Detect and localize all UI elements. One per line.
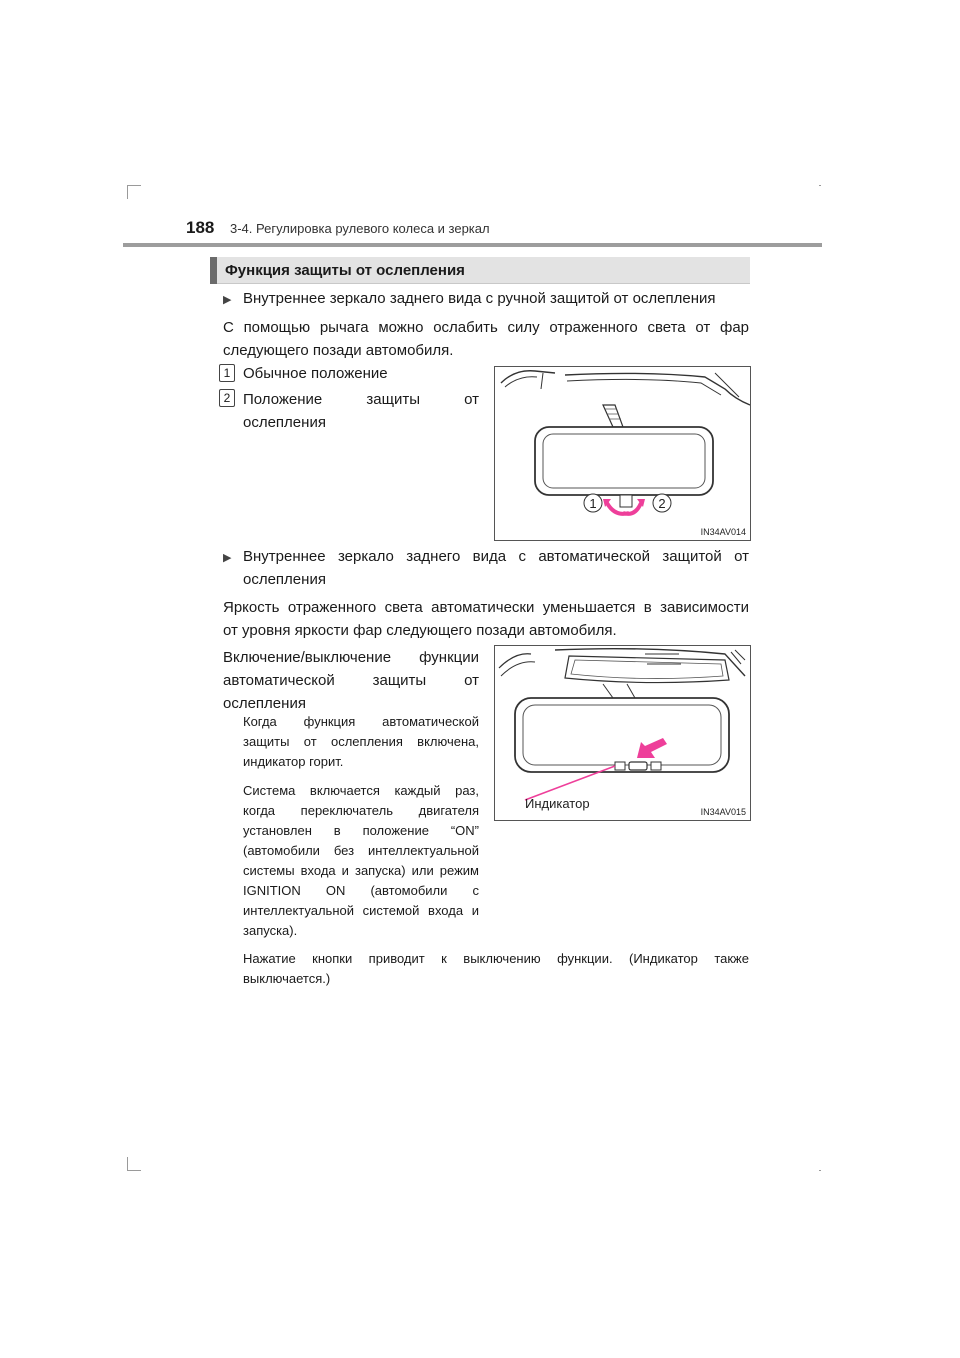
auto-intro-line1: Яркость отраженного света автоматически уменьшается в зависимости	[223, 599, 749, 616]
note2-line3: установлен в положение “ON”	[243, 823, 479, 838]
section-accent	[210, 257, 217, 284]
toggle-line2: автоматической защиты от	[223, 672, 479, 689]
item-number-badge-1: 1	[219, 364, 235, 382]
figure-code-2: IN34AV015	[700, 807, 746, 817]
crop-mark-top-left-v	[127, 185, 128, 199]
figure-code-1: IN34AV014	[700, 527, 746, 537]
note2-line7: интеллектуальной системой входа и	[243, 903, 479, 918]
manual-mirror-illustration	[495, 367, 750, 540]
note1-line3: индикатор горит.	[243, 754, 344, 769]
manual-intro-line1: С помощью рычага можно ослабить силу отраженного света от фар	[223, 319, 749, 336]
note3-line1: Нажатие кнопки приводит к выключению функции. (Индикатор также	[243, 951, 749, 966]
manual-heading-text: Внутреннее зеркало заднего вида с ручной защитой от ослепления	[243, 290, 716, 307]
figure-marker-1: 1	[589, 496, 597, 511]
manual-mirror-figure	[494, 366, 751, 541]
note2-line6: IGNITION ON (автомобили с	[243, 883, 479, 898]
crop-mark-bottom-left-v	[127, 1157, 128, 1171]
auto-heading-line1: Внутреннее зеркало заднего вида с автоматической защитой от	[243, 548, 749, 565]
auto-mirror-illustration	[495, 646, 750, 820]
auto-heading-line2: ослепления	[243, 571, 326, 588]
section-title: Функция защиты от ослепления	[225, 262, 465, 279]
page-number: 188	[186, 218, 215, 237]
manual-intro-line2: следующего позади автомобиля.	[223, 342, 454, 359]
bullet-triangle-icon: ▶	[223, 294, 232, 306]
note3-line2: выключается.)	[243, 971, 331, 986]
auto-intro-line2: от уровня яркости фар следующего позади автомобиля.	[223, 622, 617, 639]
item2-line2: ослепления	[243, 414, 326, 431]
bullet-triangle-icon: ▶	[223, 552, 232, 564]
toggle-line3: ослепления	[223, 695, 306, 712]
note1-line2: защиты от ослепления включена,	[243, 734, 479, 749]
item2-line1: Положение защиты от	[243, 391, 479, 408]
chapter-title: 3-4. Регулировка рулевого колеса и зеркал	[230, 221, 490, 236]
crop-mark-bottom-right	[819, 1170, 821, 1171]
note2-line2: когда переключатель двигателя	[243, 803, 479, 818]
auto-mirror-figure	[494, 645, 751, 821]
crop-mark-bottom-left-h	[127, 1170, 141, 1171]
note2-line4: (автомобили без интеллектуальной	[243, 843, 479, 858]
note2-line5: системы входа и запуска) или режим	[243, 863, 479, 878]
note1-line1: Когда функция автоматической	[243, 714, 479, 729]
header-rule	[123, 243, 822, 247]
indicator-label: Индикатор	[525, 796, 590, 811]
note2-line8: запуска).	[243, 923, 298, 938]
section-heading-bar	[210, 257, 750, 284]
note2-line1: Система включается каждый раз,	[243, 783, 479, 798]
item-number-badge-2: 2	[219, 389, 235, 407]
figure-marker-2: 2	[658, 496, 666, 511]
crop-mark-top-right	[819, 185, 821, 186]
toggle-line1: Включение/выключение функции	[223, 649, 479, 666]
crop-mark-top-left-h	[127, 185, 141, 186]
item1-text: Обычное положение	[243, 365, 388, 382]
